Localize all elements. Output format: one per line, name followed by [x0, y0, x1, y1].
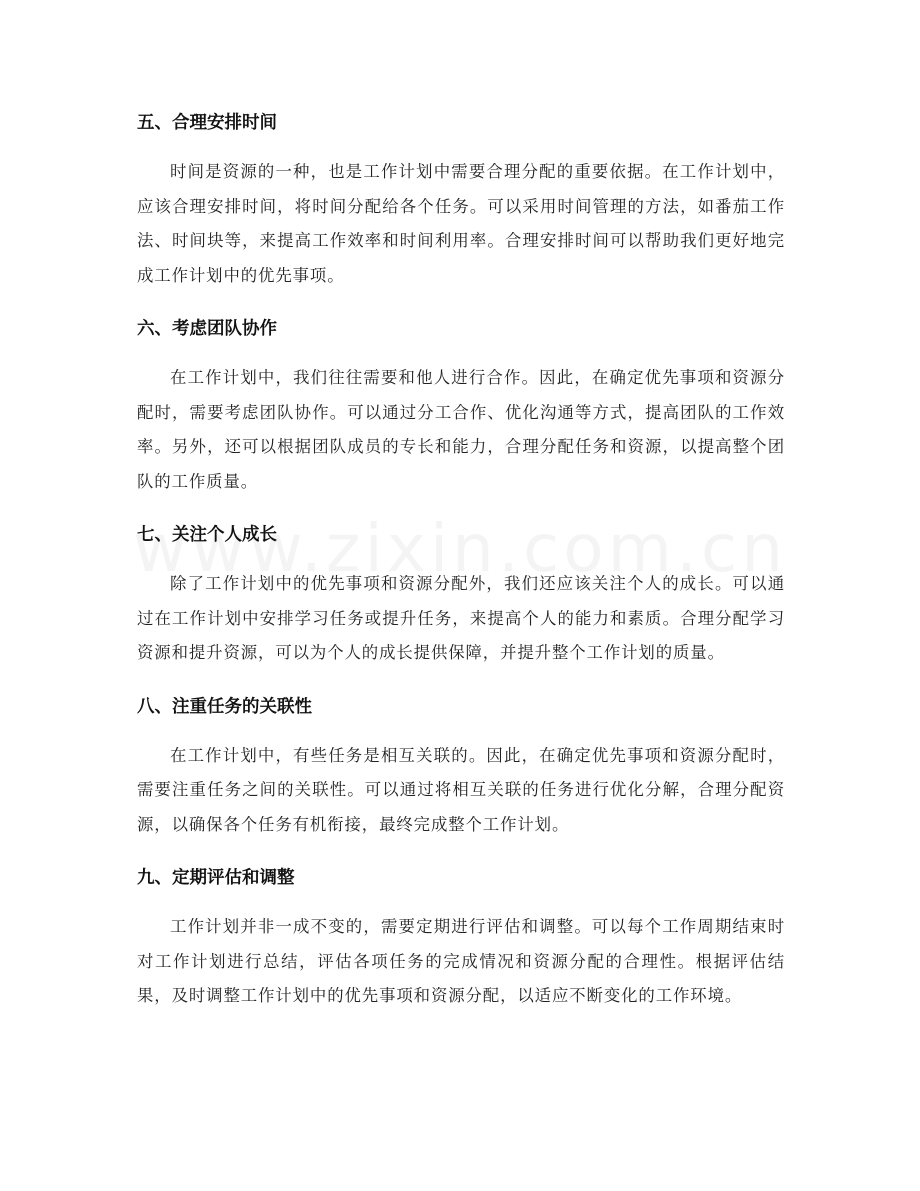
section-paragraph: 在工作计划中，有些任务是相互关联的。因此，在确定优先事项和资源分配时，需要注重任务之间的关联性。可以通过将相互关联的任务进行优化分解，合理分配资源，以确保各个任务有机衔接，最终完成整个工作计划。: [137, 745, 785, 834]
section-paragraph: 时间是资源的一种，也是工作计划中需要合理分配的重要依据。在工作计划中，应该合理安排时间，将时间分配给各个任务。可以采用时间管理的方法，如番茄工作法、时间块等，来提高工作效率和时间利用率。合理安排时间可以帮助我们更好地完成工作计划中的优先事项。: [137, 162, 785, 285]
document-body: [137, 105, 785, 1032]
section-heading: 五、合理安排时间: [137, 113, 277, 133]
section-9: [137, 860, 785, 1014]
section-paragraph: 工作计划并非一成不变的，需要定期进行评估和调整。可以每个工作周期结束时对工作计划进行总结，评估各项任务的完成情况和资源分配的合理性。根据评估结果，及时调整工作计划中的优先事项和资源分配，以适应不断变化的工作环境。: [137, 917, 785, 1005]
section-paragraph: 除了工作计划中的优先事项和资源分配外，我们还应该关注个人的成长。可以通过在工作计划中安排学习任务或提升任务，来提高个人的能力和素质。合理分配学习资源和提升资源，可以为个人的成长提供保障，并提升整个工作计划的质量。: [137, 574, 785, 662]
section-7: [137, 517, 785, 671]
section-heading: 九、定期评估和调整: [137, 868, 295, 888]
section-6: [137, 311, 785, 499]
section-heading: 七、关注个人成长: [137, 525, 277, 545]
section-heading: 六、考虑团队协作: [137, 319, 277, 339]
section-paragraph: 在工作计划中，我们往往需要和他人进行合作。因此，在确定优先事项和资源分配时，需要考虑团队协作。可以通过分工合作、优化沟通等方式，提高团队的工作效率。另外，还可以根据团队成员的专长和能力，合理分配任务和资源，以提高整个团队的工作质量。: [137, 368, 785, 491]
section-5: [137, 105, 785, 293]
section-heading: 八、注重任务的关联性: [137, 696, 312, 717]
section-8: [137, 689, 785, 843]
